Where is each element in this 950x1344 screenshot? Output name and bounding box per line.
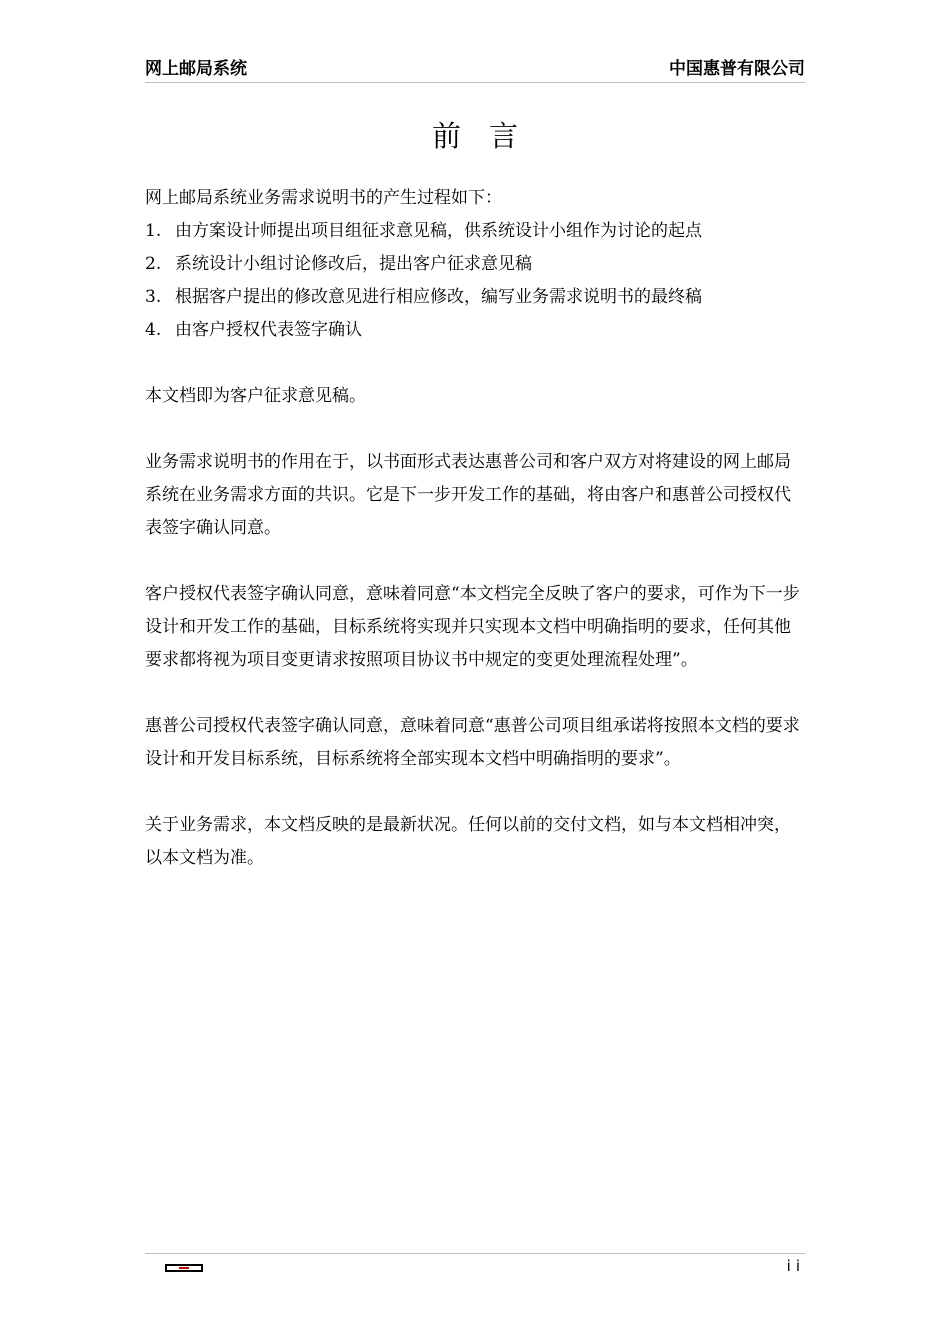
process-steps-list [145,215,805,347]
paragraph-precedence: 关于业务需求，本文档反映的是最新状况。任何以前的交付文档，如与本文档相冲突，以本文档为准。 [145,815,791,868]
page-number: ii [786,1257,805,1275]
header-system-name: 网上邮局系统 [145,59,247,79]
page-header [145,56,805,83]
paragraph-hp-signoff: 惠普公司授权代表签字确认同意，意味着同意“惠普公司项目组承诺将按照本文档的要求设计和开发目标系统，目标系统将全部实现本文档中明确指明的要求”。 [145,716,800,769]
paragraph-customer-signoff: 客户授权代表签字确认同意，意味着同意“本文档完全反映了客户的要求，可作为下一步设计和开发工作的基础，目标系统将实现并只实现本文档中明确指明的要求，任何其他要求都将视为项目变更请求按照项目协议书中规定的变更处理流程处理”。 [145,584,800,670]
list-item-text: 由客户授权代表签字确认 [175,320,362,340]
list-item-number: 2. [145,254,162,274]
list-item [145,215,805,248]
list-item-text: 根据客户提出的修改意见进行相应修改，编写业务需求说明书的最终稿 [175,287,702,307]
list-item [145,248,805,281]
header-company-name: 中国惠普有限公司 [669,59,805,79]
list-item-number: 4. [145,320,162,340]
document-body [145,182,805,875]
page-title: 前言 [431,119,546,153]
company-logo-icon [165,1264,203,1272]
paragraph-draft-status: 本文档即为客户征求意见稿。 [145,386,366,406]
list-item-text: 由方案设计师提出项目组征求意见稿，供系统设计小组作为讨论的起点 [175,221,702,241]
list-item-number: 1. [145,221,162,241]
list-item [145,281,805,314]
list-item-number: 3. [145,287,162,307]
footer-divider [145,1253,805,1254]
paragraph-purpose: 业务需求说明书的作用在于，以书面形式表达惠普公司和客户双方对将建设的网上邮局系统在业务需求方面的共识。它是下一步开发工作的基础，将由客户和惠普公司授权代表签字确认同意。 [145,452,791,538]
intro-text: 网上邮局系统业务需求说明书的产生过程如下： [145,188,502,208]
list-item [145,314,805,347]
list-item-text: 系统设计小组讨论修改后，提出客户征求意见稿 [175,254,532,274]
